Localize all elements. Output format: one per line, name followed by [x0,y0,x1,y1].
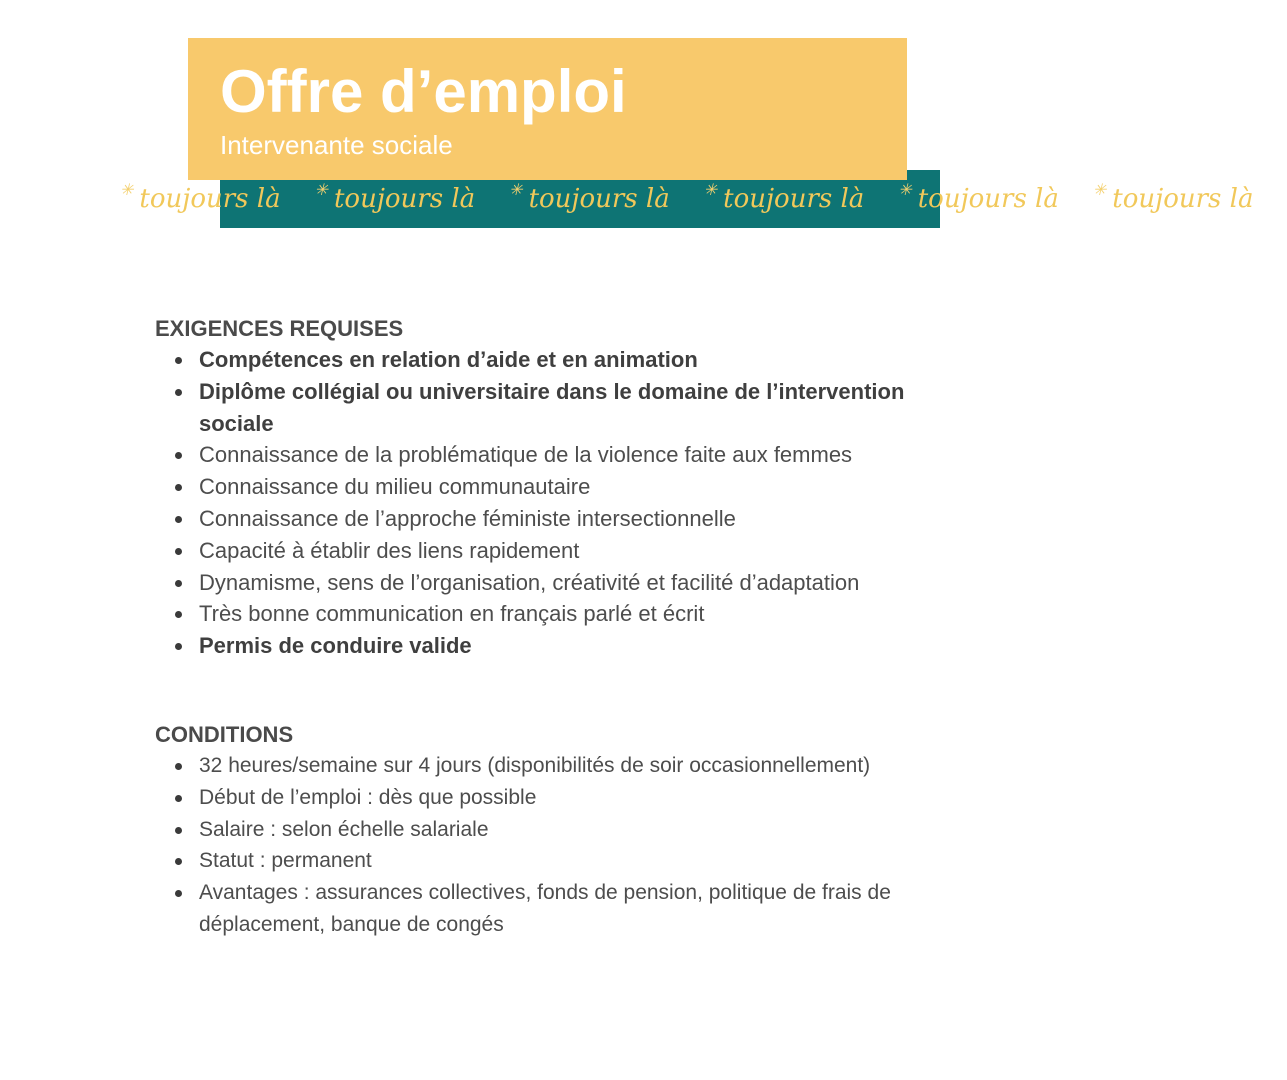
ribbon-label: toujours là [139,184,281,214]
list-item: Salaire : selon échelle salariale [155,814,965,846]
ribbon-text [898,179,1093,214]
requirements-list [155,344,965,662]
ribbon-label: toujours là [1112,184,1254,214]
job-offer-content [155,314,965,941]
page-title: Offre d’emploi [220,58,627,125]
ribbon-track [120,179,1287,214]
conditions-list [155,750,965,941]
list-item: Dynamisme, sens de l’organisation, créativité et facilité d’adaptation [155,567,965,599]
ribbon-text [314,179,510,214]
sparkle-icon: ✳ [314,179,328,199]
sparkle-icon: ✳ [898,179,912,199]
list-item: Compétences en relation d’aide et en animation [155,344,965,376]
sparkle-icon: ✳ [1092,179,1107,199]
list-item: Permis de conduire valide [155,630,965,662]
list-item: Début de l’emploi : dès que possible [155,782,965,814]
list-item: Connaissance de la problématique de la violence faite aux femmes [155,439,965,471]
list-item: Diplôme collégial ou universitaire dans le domaine de l’intervention sociale [155,376,965,440]
job-title-subtitle: Intervenante sociale [220,130,453,160]
list-item: Capacité à établir des liens rapidement [155,535,965,567]
requirements-section [155,314,965,662]
list-item: 32 heures/semaine sur 4 jours (disponibilités de soir occasionnellement) [155,750,965,782]
list-item: Connaissance de l’approche féministe intersectionnelle [155,503,965,535]
list-item: Très bonne communication en français parlé et écrit [155,598,965,630]
ribbon-text [703,179,899,214]
conditions-section [155,720,965,941]
list-item: Statut : permanent [155,845,965,877]
requirements-heading: EXIGENCES REQUISES [155,316,404,341]
sparkle-icon: ✳ [120,179,134,199]
list-item: Connaissance du milieu communautaire [155,471,965,503]
sparkle-icon: ✳ [509,179,523,199]
ribbon-label: toujours là [528,184,670,214]
ribbon-text [1092,179,1287,214]
ribbon-text [509,179,704,214]
sparkle-icon: ✳ [703,179,718,199]
list-item: Avantages : assurances collectives, fonds de pension, politique de frais de déplacement, banque de congés [155,877,965,941]
conditions-heading: CONDITIONS [155,721,294,747]
header-banner [188,38,907,180]
ribbon-label: toujours là [917,184,1059,214]
ribbon-text [120,179,315,214]
ribbon-label: toujours là [723,184,865,214]
ribbon-label: toujours là [333,184,476,214]
